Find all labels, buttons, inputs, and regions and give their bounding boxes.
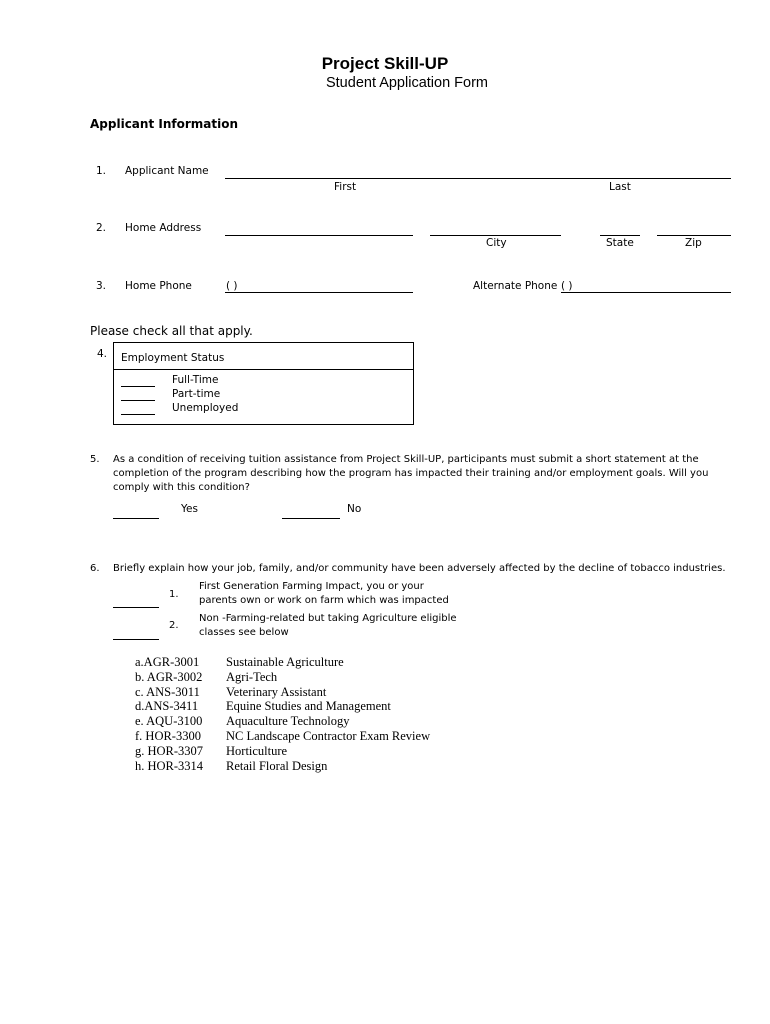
course-code: c. ANS-3011 [135,684,200,699]
state-caption: State [606,237,634,249]
q2-number: 2. [96,222,107,234]
street-address-field[interactable] [225,235,413,236]
q5-number: 5. [90,454,100,465]
q5-text-line-1: As a condition of receiving tuition assistance from Project Skill-UP, participants must submit a short statement at the [113,454,699,465]
full-time-checkline[interactable] [121,386,155,387]
city-caption: City [486,237,507,249]
option-1-number: 1. [169,589,179,600]
course-codes [135,655,203,773]
option-2-line-2: classes see below [199,627,289,638]
page-subtitle: Student Application Form [325,75,488,91]
alternate-phone-area-code: ( ) [561,280,573,292]
zip-caption: Zip [685,237,702,249]
unemployed-checkline[interactable] [121,414,155,415]
course-code: d.ANS-3411 [135,699,199,714]
q3-label: Home Phone [125,280,192,292]
first-caption: First [334,181,357,193]
q4-number: 4. [97,348,108,360]
q5-text-line-2: completion of the program describing how the program has impacted their training and/or employment goals. Will you [113,468,709,479]
unemployed-label: Unemployed [172,402,239,414]
employment-status-title: Employment Status [121,352,225,364]
zip-field[interactable] [657,235,731,236]
course-names [226,655,430,773]
option-2-checkline[interactable] [113,639,159,640]
city-field[interactable] [430,235,561,236]
alternate-phone-field[interactable] [561,292,731,293]
applicant-name-field[interactable] [225,178,731,179]
employment-box-divider [113,369,413,370]
option-1-checkline[interactable] [113,607,159,608]
part-time-checkline[interactable] [121,400,155,401]
q6-number: 6. [90,563,100,574]
option-1-line-2: parents own or work on farm which was impacted [199,595,449,606]
course-name: Sustainable Agriculture [226,655,344,669]
option-1-line-1: First Generation Farming Impact, you or your [199,581,424,592]
yes-checkline[interactable] [113,518,159,519]
course-name: NC Landscape Contractor Exam Review [226,728,431,743]
course-name: Agri-Tech [226,669,278,684]
course-code: e. AQU-3100 [135,714,203,729]
last-caption: Last [609,181,631,193]
alternate-phone-label: Alternate Phone [473,280,558,292]
course-code: g. HOR-3307 [135,743,204,758]
q1-number: 1. [96,165,107,177]
course-name: Equine Studies and Management [226,699,391,714]
section-title: Applicant Information [90,117,238,131]
course-code: h. HOR-3314 [135,758,204,773]
course-name: Veterinary Assistant [226,684,327,699]
q5-text-line-3: comply with this condition? [113,482,250,493]
yes-label: Yes [181,503,198,515]
course-code: b. AGR-3002 [135,669,203,684]
home-phone-area-code: ( ) [226,280,238,292]
course-code: a.AGR-3001 [135,655,200,669]
course-name: Retail Floral Design [226,758,328,773]
q3-number: 3. [96,280,107,292]
option-2-number: 2. [169,620,179,631]
option-2-line-1: Non -Farming-related but taking Agriculture eligible [199,613,457,624]
page-title: Project Skill-UP [321,54,449,73]
q6-text: Briefly explain how your job, family, and/or community have been adversely affected by the decline of tobacco industries. [113,563,726,574]
part-time-label: Part-time [172,388,221,400]
state-field[interactable] [600,235,640,236]
no-label: No [347,503,362,515]
check-all-instruction: Please check all that apply. [90,324,253,338]
course-name: Aquaculture Technology [226,714,350,729]
course-name: Horticulture [226,743,288,758]
course-code: f. HOR-3300 [135,728,201,743]
home-phone-field[interactable] [225,292,413,293]
q2-label: Home Address [125,222,202,234]
full-time-label: Full-Time [172,374,219,386]
no-checkline[interactable] [282,518,340,519]
q1-label: Applicant Name [125,165,209,177]
